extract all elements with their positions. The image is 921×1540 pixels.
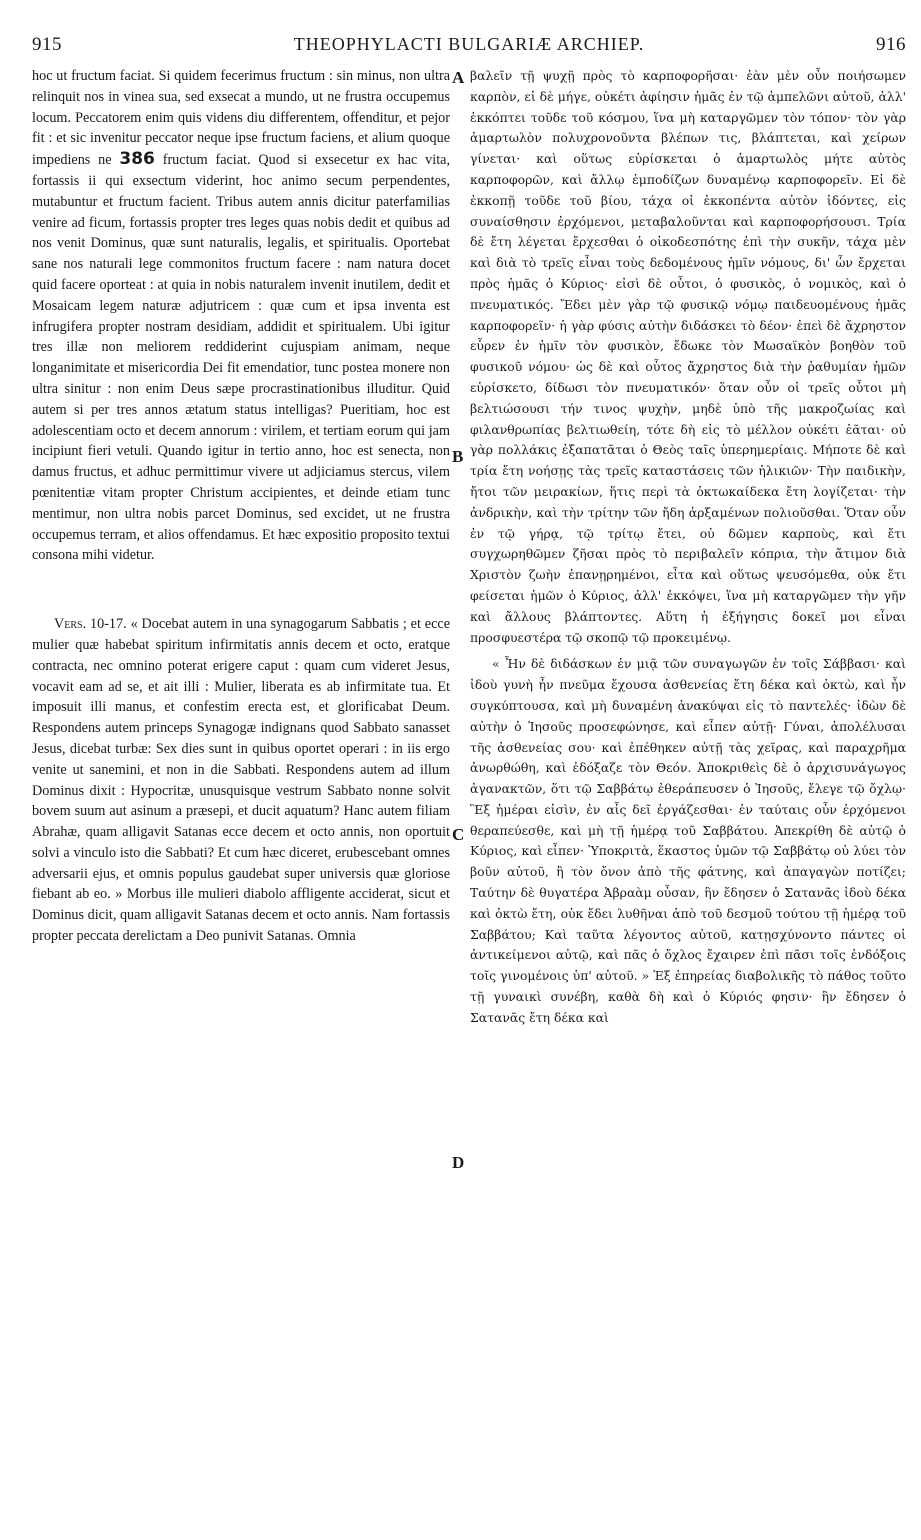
running-header: [32, 34, 906, 62]
section-marker-c: C: [452, 825, 465, 844]
column-number: 386: [119, 149, 155, 170]
latin-paragraph-1: [32, 66, 450, 566]
latin-paragraph-2: [32, 614, 450, 947]
running-title: THEOPHYLACTI BULGARIÆ ARCHIEP.: [293, 34, 645, 54]
page-number-left: 915: [32, 34, 62, 55]
section-marker-d: D: [452, 1153, 465, 1172]
latin-text-1a: hoc ut fructum faciat. Si quidem fecerimus fructum : sin minus, non ultra relinquit nos in vinea sua, sed exsecat a mundo, ut ne frustra occupemus locum. Peccatorem enim quis videns diu differentem, offenditur, et pejor fit : et sic invenitur peccator neque ipse fructum faciens, et alium quoque impediens ne: [32, 68, 450, 169]
latin-column: [32, 66, 450, 947]
latin-text-2: « Docebat autem in una synagogarum Sabbatis ; et ecce mulier quæ habebat spiritum infirmitatis annis decem et octo, eratque contracta, nec omnino poterat erigere caput : quam cum videret Jesus, vocavit eam ad se, et ait illi : Mulier, liberata es ab infirmitate tua. Et imposuit illi manus, et confestim erecta est, et glorificabat Deum. Respondens autem princeps Synagogæ indignans quod Sabbato sanasset Jesus, dicebat turbæ: Sex dies sunt in quibus oportet operari : in iis ergo venite ut sanemini, et non in die Sabbati. Respondens autem ad illum Dominus dixit : Hypocritæ, unusquisque vestrum Sabbato nonne solvit bovem suum aut asinum a præsepi, et ducit aquatum? Hanc autem filiam Abrahæ, quam alligavit Satanas ecce decem et octo annis, non oportuit solvi a vinculo isto die Sabbati? Et cum hæc diceret, erubescebant omnes adversarii ejus, et omnis populus gaudebat super universis quæ gloriose fiebant ab eo. » Morbus ille mulieri diabolo affligente acciderat, sicut et Dominus dicit, quam alligavit Satanas decem et octo annis. Nam fortassis propter peccata derelictam a Deo punivit Satanas. Omnia: [32, 616, 450, 945]
greek-paragraph-2: « Ἦν δὲ διδάσκων ἐν μιᾷ τῶν συναγωγῶν ἐν τοῖς Σάββασι· καὶ ἰδοὺ γυνὴ ἦν πνεῦμα ἔχουσα ἀσθενείας ἔτη δέκα καὶ ὀκτὼ, καὶ ἦν συγκύπτουσα, καὶ μὴ δυναμένη ἀνακύψαι εἰς τὸ παντελές· ἰδὼν δὲ αὐτὴν ὁ Ἰησοῦς προσεφώνησε, καὶ εἶπεν αὐτῇ· Γύναι, ἀπολέλυσαι τῆς ἀσθενείας σου· καὶ ἐπέθηκεν αὐτῇ τὰς χεῖρας, καὶ παραχρῆμα ἀνωρθώθη, καὶ ἐδόξαζε τὸν Θεόν. Ἀποκριθεὶς δὲ ὁ ἀρχισυνάγωγος ἀγανακτῶν, ὅτι τῷ Σαββάτῳ ἐθεράπευσεν ὁ Ἰησοῦς, ἔλεγε τῷ ὄχλῳ· Ἓξ ἡμέραι εἰσὶν, ἐν αἷς δεῖ ἐργάζεσθαι· ἐν ταύταις οὖν ἐρχόμενοι θεραπεύεσθε, καὶ μὴ τῇ ἡμέρᾳ τοῦ Σαββάτου. Ἀπεκρίθη δὲ αὐτῷ ὁ Κύριος, καὶ εἶπεν· Ὑποκριτὰ, ἕκαστος ὑμῶν τῷ Σαββάτῳ οὐ λύει τὸν βοῦν αὐτοῦ, ἢ τὸν ὄνον ἀπὸ τῆς φάτνης, καὶ ἀπαγαγὼν ποτίζει; Ταύτην δὲ θυγατέρα Ἀβραὰμ οὖσαν, ἣν ἔδησεν ὁ Σατανᾶς ἰδοὺ δέκα καὶ ὀκτὼ ἔτη, οὐκ ἔδει λυθῆναι ἀπὸ τοῦ δεσμοῦ τούτου τῇ ἡμέρᾳ τοῦ Σαββάτου; Καὶ ταῦτα λέγοντος αὐτοῦ, κατῃσχύνοντο πάντες οἱ ἀντικείμενοι αὐτῷ, καὶ πᾶς ὁ ὄχλος ἔχαιρεν ἐπὶ πᾶσι τοῖς ἐνδόξοις τοῖς γινομένοις ὑπ' αὐτοῦ. » Ἐξ ἐπηρείας διαβολικῆς τὸ πάθος τοῦτο τῇ γυναικὶ συνέβη, καθὰ δὴ καὶ ὁ Κύριός φησιν· ἣν ἔδησεν ὁ Σατανᾶς ἔτη δέκα καὶ: [470, 656, 906, 1025]
greek-paragraph-1: βαλεῖν τῇ ψυχῇ πρὸς τὸ καρποφορῆσαι· ἐὰν μὲν οὖν ποιήσωμεν καρπὸν, εἰ δὲ μήγε, οὐκέτι ἀφίησιν ἡμᾶς ἐν τῷ ἀμπελῶνι αὐτοῦ, ἀλλ' ἐκκόπτει τοῦδε τοῦ κόσμου, ἵνα μὴ καταργῶμεν τὸν τόπον· τὸν γὰρ ἁμαρτωλὸν πολυχρονοῦντα βλέπων τις, βλάπτεται, καὶ χείρων γίνεται· καὶ οὕτως εὑρίσκεται ὁ ἁμαρτωλὸς μήτε αὐτὸς καρποφορῶν, καὶ ἄλλῳ ἐμποδίζων δυναμένῳ καρποφορεῖν. Εἰ δὲ ἐκκοπῇ τοῦδε τοῦ βίου, τάχα οἱ ἐκκοπέντα αὐτὸν ἰδόντες, εἰς συναίσθησιν ἐρχόμενοι, μεταβαλοῦνται καὶ καρποφορήσουσι. Τρία δὲ ἔτη λέγεται ἔρχεσθαι ὁ οἰκοδεσπότης ἐπὶ τὴν συκῆν, τάχα μὲν καὶ διὰ τὸ τρεῖς εἶναι τοὺς δεδομένους ἡμῖν νόμους, δι' ὧν ἔρχεται πρὸς ἡμᾶς ὁ Κύριος· εἰσὶ δὲ οὗτοι, ὁ φυσικὸς, ὁ νομικὸς, καὶ ὁ πνευματικός. Ἔδει μὲν γὰρ τῷ φυσικῷ νόμῳ παιδευομένους ἡμᾶς καρποφορεῖν· ἡ γὰρ φύσις αὐτὴν διδάσκει τὸ δέον· ἐπεὶ δὲ ἄχρηστον εὗρεν ἐν ἡμῖν τὸν φυσικὸν, ἔδωκε τὸν Μωσαϊκὸν βοηθὸν τοῦ φυσικοῦ νόμου· ὡς δὲ καὶ οὗτος ἄχρηστος διὰ τὴν ῥαθυμίαν ἡμῶν εὑρίσκετο, δίδωσι τὸν πνευματικόν· ὅταν οὖν οἱ τρεῖς οὗτοι μὴ βελτιώσουσι τήν τινος ψυχὴν, μηδὲ ὑπὸ τῆς μακροζωίας καὶ φιλανθρωπίας βελτιωθείη, τότε δὴ εἰς τὸ μέλλον οὐκέτι ἐᾶται· οὐ γὰρ πολλάκις ἐξαπατᾶται ὁ Θεὸς ταῖς ὑπερημερίαις. Μήποτε δὲ καὶ τρία ἔτη νοήσῃς τὰς τρεῖς καταστάσεις τῶν ἡλικιῶν· Τὴν παιδικὴν, ἤτοι τῶν μειρακίων, ἥτις περὶ τὰ ὀκτωκαίδεκα ἔτη λογίζεται· τὴν ἀνδρικὴν, καὶ τὴν τρίτην τῶν ἤδη ἀρξαμένων πολιοῦσθαι. Ὅταν οὖν ἐν τῷ γήρᾳ, τῷ τρίτῳ ἔτει, οὐ δῶμεν καρποὺς, καὶ ἔτι συγχωρηθῶμεν ζῆσαι πρὸς τὸ περιβαλεῖν κόπρια, τὴν ἄτιμον διὰ Χριστὸν ζωὴν ἐπανῃρημένοι, εἶτα καὶ οὕτως ψευσόμεθα, οὐκ ἔτι φείσεται ἡμῶν ὁ Κύριος, ἀλλ' ἐκκόψει, ἵνα μὴ καταργῶμεν τὴν γῆν καὶ ἄλλους βλάπτοντες. Αὕτη ἡ ἐξήγησις δοκεῖ μοι εἶναι προσφυεστέρα τῷ σκοπῷ τῷ προκειμένῳ.: [470, 68, 906, 645]
page-number-right: 916: [875, 34, 906, 55]
latin-text-1b: fructum faciat. Quod si exsecetur ex hac vita, fortassis ii qui exsectum viderint, hoc animo secum perpendentes, mutabuntur et fructum facient. Tribus autem annis dicitur paterfamilias venire ad ficum, fortassis propter tres leges quas nobis dedit et quibus ad nos venit Dominus, quæ sunt naturalis, legalis, et spiritualis. Oportebat sane nos naturali lege commonitos fructum facere : nam natura docet quid facere oporteat : at quia in nobis naturalem invenit inutilem, dedit et Mosaicam legem naturæ adjutricem : quæ cum et ipsa inventa est infrugifera propter nostram desidiam, addidit et spiritualem. Ubi igitur tres illæ non meliorem reddiderint cujuspiam animam, neque longanimitate et misericordia Dei fit emendatior, tunc postea monere non ultra sinitur : non enim Deus sæpe procrastinationibus illuditur. Quid autem si per tres annos ætatum status intelligas? Pueritiam, hoc est adolescentiam octo et decem annorum : virilem, et tertiam eorum qui jam incipiunt fieri vetuli. Quando igitur in tertio anno, hoc est senecta, non damus fructus, et adhuc permittimur vivere ut adjiciamus stercus, vilem pœnitentiæ vitam propter Christum accipientes, et deinde etiam tunc mentimur, non ultra nobis parcet Dominus, sed excidet, ut ne frustra occupemus terram, et alios offendamus. Et hæc expositio proposito textui consona mihi videtur.: [32, 152, 450, 564]
verse-label: Vers. 10-17.: [54, 616, 127, 633]
greek-column: [470, 66, 906, 1029]
section-marker-b: B: [452, 447, 464, 466]
section-marker-a: A: [452, 68, 465, 87]
